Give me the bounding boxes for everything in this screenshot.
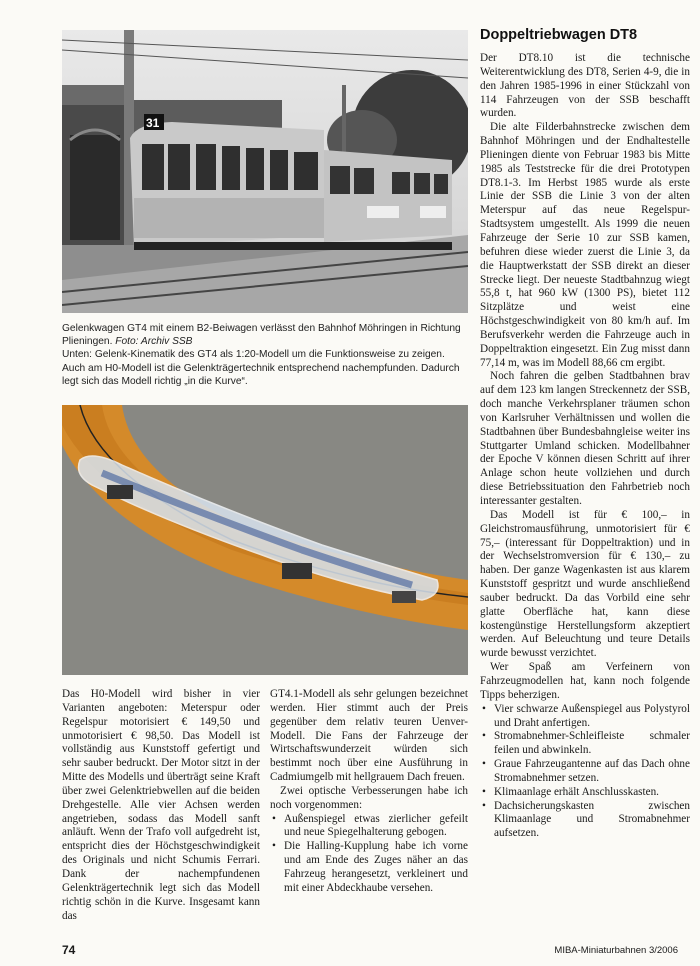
route-number: 31 xyxy=(146,116,160,130)
bottom-left-column xyxy=(62,688,260,923)
caption-line-3: Auch am H0-Modell ist die Gelenkträgertechnik entsprechend nachempfunden. Dadurch legt sich das Modell richtig „in die Kurve“. xyxy=(62,362,460,387)
paragraph: Der DT8.10 ist die technische Weiterentwicklung des DT8, Serien 4-9, die in den Jahren 1985-1996 in einer Stückzahl von 114 Fahrzeugen von der SSB beschafft wurden. xyxy=(480,52,690,120)
list-item: • Klimaanlage erhält Anschlusskasten. xyxy=(494,786,690,800)
right-column xyxy=(480,52,690,841)
section-heading: Doppeltriebwagen DT8 xyxy=(480,27,638,43)
list-item: • Die Halling-Kupplung habe ich vorne und am Ende des Zuges näher an das Fahrzeug herangesetzt, verkleinert und mit einer Abdeckhaube versehen. xyxy=(284,840,468,895)
tram-photo xyxy=(62,30,468,313)
tips-list xyxy=(480,703,690,841)
paragraph: Noch fahren die gelben Stadtbahnen brav auf dem 123 km langen Streckennetz der SSB, doch manche Verkehrsplaner träumen schon von Karlsruher Verhältnissen und wollen die Stadtbahnen über Bundesbahngleise weiter ins Stuttgarter Umland schicken. Modellbahner der Epoche V können diesen Schritt auf ihrer Anlage schon heute vollziehen und durch diese Betriebssituation den Fahrbetrieb noch interessanter gestalten. xyxy=(480,370,690,507)
paragraph: Das H0-Modell wird bisher in vier Varianten angeboten: Meterspur oder Regelspur motorisiert € 149,50 und unmotorisiert € 98,50. Das Modell ist vollständig aus Kunststoff gefertigt und sehr sauber bedruckt. Der Motor sitzt in der Mitte des Modells und überträgt seine Kraft über zwei Gelenktriebwellen auf die beiden Drehgestelle. Alle vier Achsen werden angetrieben, sodass das Modell sanft anläuft. Wenn der Trafo voll aufgedreht ist, entspricht dies der Höchstgeschwindigkeit des Originals und nicht Schumis Ferrari. Dank der nachempfundenen Gelenkträgertechnik legt sich das Modell richtig schön in die Kurve. Insgesamt kann das xyxy=(62,688,260,922)
list-item: • Dachsicherungskasten zwischen Klimaanlage und Stromabnehmer aufsetzen. xyxy=(494,800,690,842)
magazine-footer: MIBA-Miniaturbahnen 3/2006 xyxy=(554,945,678,956)
list-item: • Graue Fahrzeugantenne auf das Dach ohne Stromabnehmer setzen. xyxy=(494,758,690,786)
model-kinematics-photo xyxy=(62,405,468,675)
bottom-middle-column xyxy=(270,688,468,896)
photo-caption xyxy=(62,322,470,388)
paragraph: Wer Spaß am Verfeinern von Fahrzeugmodellen hat, kann noch folgende Tipps beherzigen. xyxy=(480,661,690,701)
page-number: 74 xyxy=(62,943,76,957)
list-item: • Außenspiegel etwas zierlicher gefeilt und neue Spiegelhalterung gebogen. xyxy=(284,813,468,841)
paragraph: GT4.1-Modell als sehr gelungen bezeichnet werden. Hier stimmt auch der Preis gegenüber dem relativ teuren Uenver-Modell. Die Fans der Fahrzeuge der Wirtschaftswunderzeit würden sich bestimmt noch über eine Ausführung in Cadmiumgelb mit hellgrauem Dach freuen. xyxy=(270,688,468,784)
caption-line-1: Gelenkwagen GT4 mit einem B2-Beiwagen verlässt den Bahnhof Möhringen in Richtung Plieningen. xyxy=(62,323,461,348)
tips-list xyxy=(270,813,468,896)
caption-line-2: Unten: Gelenk-Kinematik des GT4 als 1:20-Modell um die Funktionsweise zu zeigen. xyxy=(62,349,445,361)
paragraph: Zwei optische Verbesserungen habe ich noch vorgenommen: xyxy=(270,784,468,811)
paragraph: Die alte Filderbahnstrecke zwischen dem Bahnhof Möhringen und der Endhaltestelle Plieningen diente von Februar 1983 bis Mitte 1985 als Teststrecke für die drei Prototypen DT8.1-3. Im Herbst 1985 wurde als erste Linie der SSB die Linie 3 von der alten Meterspur auf das neue Regelspur-Stadtsystem umgestellt. Als 1999 die neuen Fahrzeuge der Serie 10 zur SSB kamen, befuhren diese wieder zuerst die Linie 3, da die Hauptwerkstatt der SSB direkt an dieser Strecke liegt. Der neueste Stadtbahnzug wiegt 55,8 t, hat 960 kW (1300 PS), bietet 112 Sitzplätze und weist eine Höchstgeschwindigkeit von 80 km/h auf. Im Berufsverkehr werden die Fahrzeuge auch in Doppeltraktion eingesetzt. Ein Zug misst dann 77,14 m, was im Modell 88,66 cm ergibt. xyxy=(480,121,690,369)
list-item: • Vier schwarze Außenspiegel aus Polystyrol und Draht anfertigen. xyxy=(494,703,690,731)
photo-credit: Foto: Archiv SSB xyxy=(115,336,193,348)
list-item: • Stromabnehmer-Schleifleiste schmaler feilen und abwinkeln. xyxy=(494,730,690,758)
paragraph: Das Modell ist für € 100,– in Gleichstromausführung, unmotorisiert für € 75,– (interessant für Doppeltraktion) und in der Wechselstromversion für € 130,– zu haben. Der ganze Wagenkasten ist aus klarem Kunststoff gespritzt und wurde anschließend sauber bedruckt. Da das Vorbild eine sehr glatte Oberfläche hat, kann diese kostengünstige Herstellungsform akzeptiert werden. Auf Beleuchtung und teure Details wurde bewusst verzichtet. xyxy=(480,508,690,660)
